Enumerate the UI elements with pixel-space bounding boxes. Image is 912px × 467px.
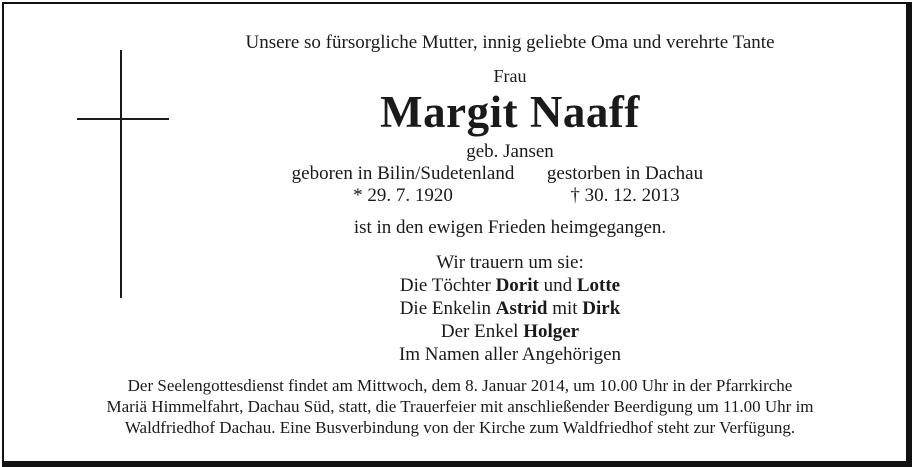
mourner-text: mit bbox=[547, 298, 583, 319]
service-text-line: Der Seelengottesdienst findet am Mittwoch, dem 8. Januar 2014, um 10.00 Uhr in der Pfarrkirche bbox=[127, 376, 793, 395]
mourner-line bbox=[190, 343, 830, 367]
maiden-name: geb. Jansen bbox=[466, 141, 554, 162]
mourner-line bbox=[190, 297, 830, 321]
mourner-text: und bbox=[538, 275, 577, 296]
mourner-text: Die Töchter bbox=[399, 275, 496, 296]
mourners-heading: Wir trauern um sie: bbox=[436, 252, 584, 273]
cross-icon-vertical bbox=[120, 50, 122, 298]
mourner-name: Dorit bbox=[495, 275, 539, 296]
mourner-name: Holger bbox=[523, 321, 580, 342]
mourner-name: Astrid bbox=[495, 298, 548, 319]
birth-date: * 29. 7. 1920 bbox=[353, 185, 453, 206]
death-place: gestorben in Dachau bbox=[546, 163, 704, 184]
mourner-text: Der Enkel bbox=[440, 321, 524, 342]
birth-place: geboren in Bilin/Sudetenland bbox=[291, 163, 515, 184]
mourner-name: Lotte bbox=[576, 275, 621, 296]
mourner-text: Im Namen aller Angehörigen bbox=[398, 344, 622, 365]
death-date: † 30. 12. 2013 bbox=[570, 185, 680, 206]
cross-icon-horizontal bbox=[77, 118, 169, 120]
service-text-line: Waldfriedhof Dachau. Eine Busverbindung von der Kirche zum Waldfriedhof steht zur Verfügung. bbox=[124, 418, 796, 437]
mourner-line bbox=[190, 274, 830, 298]
intro-text: Unsere so fürsorgliche Mutter, innig geliebte Oma und verehrte Tante bbox=[245, 32, 775, 53]
passing-text: ist in den ewigen Frieden heimgegangen. bbox=[353, 217, 667, 238]
mourner-name: Dirk bbox=[582, 298, 621, 319]
deceased-name: Margit Naaff bbox=[380, 87, 640, 137]
salutation: Frau bbox=[493, 66, 527, 86]
service-text-line: Mariä Himmelfahrt, Dachau Süd, statt, die Trauerfeier mit anschließender Beerdigung um 11.00 Uhr im bbox=[106, 397, 814, 416]
mourner-text: Die Enkelin bbox=[399, 298, 496, 319]
mourner-line bbox=[190, 320, 830, 344]
